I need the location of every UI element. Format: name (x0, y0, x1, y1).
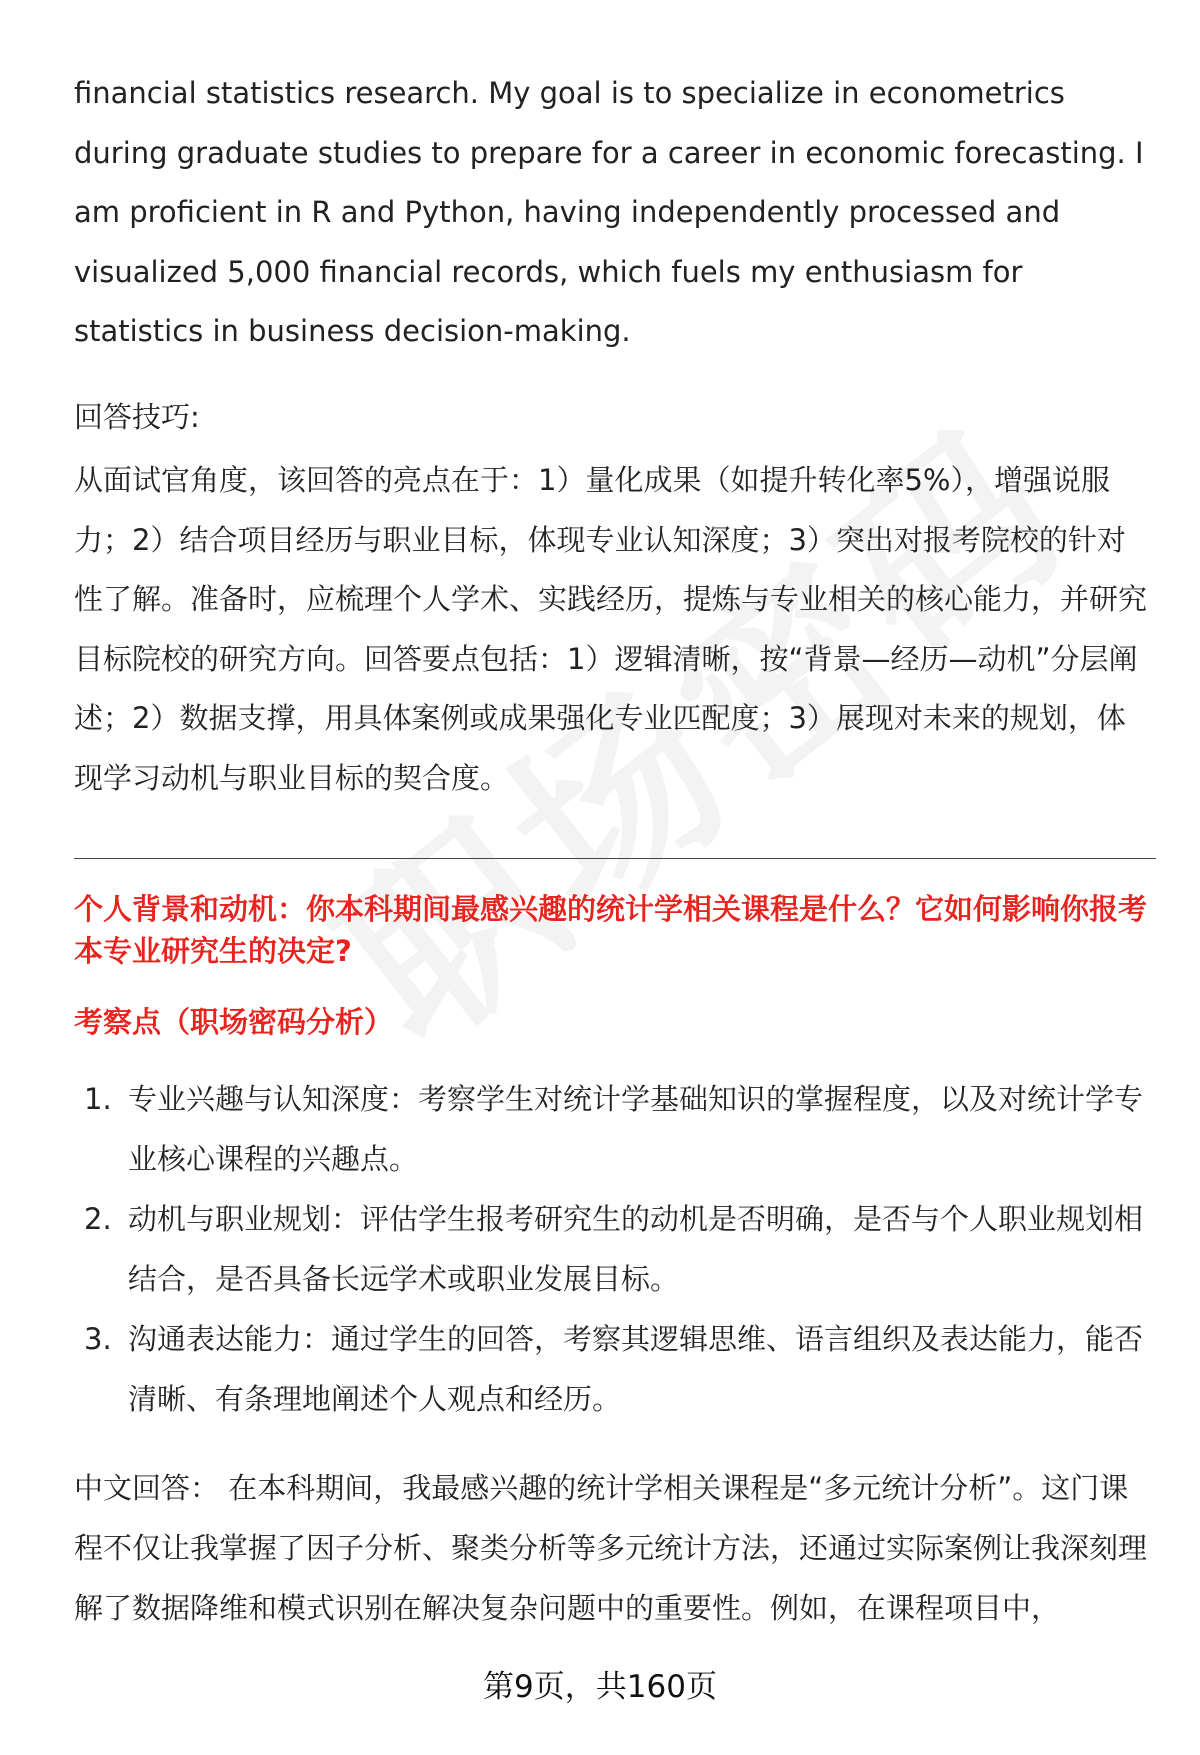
list-item-text: 专业兴趣与认知深度：考察学生对统计学基础知识的掌握程度，以及对统计学专业核心课程的兴趣点。 (128, 1082, 1144, 1176)
list-item-text: 沟通表达能力：通过学生的回答，考察其逻辑思维、语言组织及表达能力，能否清晰、有条理地阐述个人观点和经历。 (128, 1322, 1144, 1416)
list-item (74, 1310, 1154, 1429)
chinese-answer-paragraph: 中文回答： 在本科期间，我最感兴趣的统计学相关课程是“多元统计分析”。这门课程不仅让我掌握了因子分析、聚类分析等多元统计方法，还通过实际案例让我深刻理解了数据降维和模式识别在解决复杂问题中的重要性。例如，在课程项目中， (74, 1471, 1148, 1625)
english-answer-paragraph: financial statistics research. My goal is to specialize in econometrics during graduate studies to prepare for a career in economic forecasting. I am proficient in R and Python, having independently processed and visualized 5,000 financial records, which fuels my enthusiasm for statistics in business decision-making. (74, 76, 1144, 348)
list-item-text: 动机与职业规划：评估学生报考研究生的动机是否明确，是否与个人职业规划相结合，是否具备长远学术或职业发展目标。 (128, 1202, 1144, 1296)
list-item (74, 1190, 1154, 1309)
tips-paragraph: 从面试官角度，该回答的亮点在于：1）量化成果（如提升转化率5%），增强说服力；2）结合项目经历与职业目标，体现专业认知深度；3）突出对报考院校的针对性了解。准备时，应梳理个人学术、实践经历，提炼与专业相关的核心能力，并研究目标院校的研究方向。回答要点包括：1）逻辑清晰，按“背景—经历—动机”分层阐述；2）数据支撑，用具体案例或成果强化专业匹配度；3）展现对未来的规划，体现学习动机与职业目标的契合度。 (74, 463, 1148, 795)
list-number: 1. (84, 1082, 112, 1116)
assessment-points-list (74, 1070, 1154, 1429)
list-item (74, 1070, 1154, 1189)
list-number: 3. (84, 1322, 112, 1356)
tips-heading: 回答技巧: (74, 400, 200, 434)
section-divider (74, 858, 1156, 859)
interview-question: 个人背景和动机：你本科期间最感兴趣的统计学相关课程是什么？它如何影响你报考本专业研究生的决定? (74, 892, 1148, 968)
page-footer: 第9页，共160页 (483, 1669, 717, 1705)
section-title: 考察点（职场密码分析） (74, 1005, 394, 1039)
list-number: 2. (84, 1202, 112, 1236)
